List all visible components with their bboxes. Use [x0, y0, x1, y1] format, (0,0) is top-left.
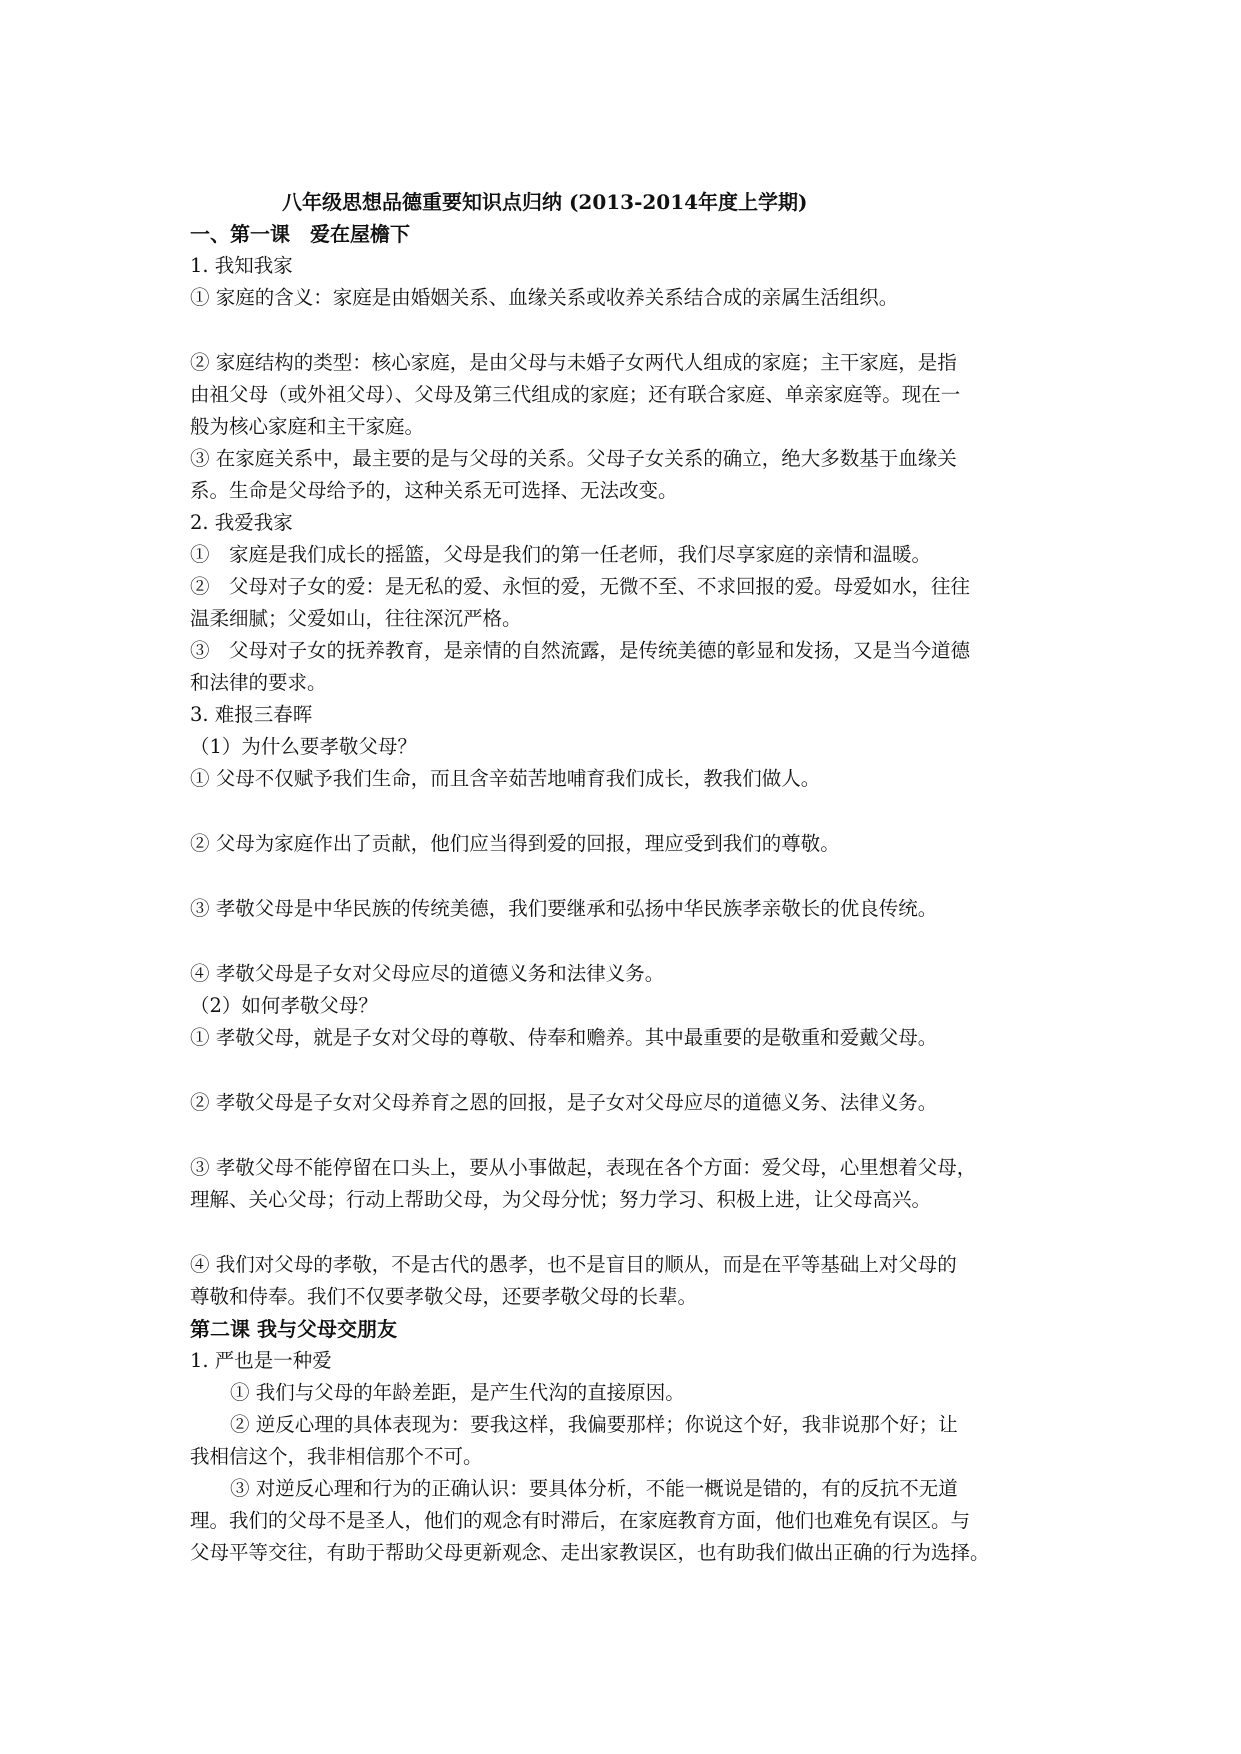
paragraph-line: ② 家庭结构的类型：核心家庭，是由父母与未婚子女两代人组成的家庭；主干家庭，是指 [190, 351, 957, 374]
blank-line [190, 1216, 1070, 1249]
section-title: 2. 我爱我家 [190, 511, 293, 534]
paragraph-line: ② 父母为家庭作出了贡献，他们应当得到爱的回报，理应受到我们的尊敬。 [190, 832, 840, 855]
paragraph-line: 父母平等交往，有助于帮助父母更新观念、走出家教误区，也有助我们做出正确的行为选择。 [190, 1541, 990, 1564]
question-line: （1）为什么要孝敬父母？ [190, 735, 417, 758]
paragraph-line: ② 父母对子女的爱：是无私的爱、永恒的爱，无微不至、不求回报的爱。母爱如水，往往 [190, 575, 971, 598]
blank-line [190, 1054, 1070, 1087]
lesson1-heading: 一、第一课 爱在屋檐下 [190, 222, 410, 246]
question-line: （2）如何孝敬父母？ [190, 994, 378, 1017]
lesson2-heading: 第二课 我与父母交朋友 [190, 1317, 397, 1341]
paragraph-line: ③ 孝敬父母是中华民族的传统美德，我们要继承和弘扬中华民族孝亲敬长的优良传统。 [190, 897, 938, 920]
paragraph-line: ② 孝敬父母是子女对父母养育之恩的回报，是子女对父母应尽的道德义务、法律义务。 [190, 1091, 938, 1114]
paragraph-line: ① 孝敬父母，就是子女对父母的尊敬、侍奉和赡养。其中最重要的是敬重和爱戴父母。 [190, 1026, 938, 1049]
paragraph-line: 系。生命是父母给予的，这种关系无可选择、无法改变。 [190, 479, 678, 502]
paragraph-line: ③ 父母对子女的抚养教育，是亲情的自然流露，是传统美德的彰显和发扬，又是当今道德 [190, 639, 971, 662]
paragraph-line: ① 父母不仅赋予我们生命，而且含辛茹苦地哺育我们成长，教我们做人。 [190, 767, 821, 790]
document-title: 八年级思想品德重要知识点归纳 (2013-2014年度上学期) [282, 190, 808, 214]
paragraph-line: ③ 对逆反心理和行为的正确认识：要具体分析，不能一概说是错的，有的反抗不无道 [230, 1477, 958, 1500]
paragraph-line: ④ 孝敬父母是子女对父母应尽的道德义务和法律义务。 [190, 962, 665, 985]
blank-line [190, 795, 1070, 828]
paragraph-line: ② 逆反心理的具体表现为：要我这样，我偏要那样；你说这个好，我非说那个好；让 [230, 1413, 958, 1436]
section-title: 1. 我知我家 [190, 254, 293, 277]
blank-line [190, 314, 1070, 347]
blank-line [190, 1119, 1070, 1152]
paragraph-line: ④ 我们对父母的孝敬，不是古代的愚孝，也不是盲目的顺从，而是在平等基础上对父母的 [190, 1253, 957, 1276]
paragraph-line: 尊敬和侍奉。我们不仅要孝敬父母，还要孝敬父母的长辈。 [190, 1285, 698, 1308]
paragraph-line: 理。我们的父母不是圣人，他们的观念有时滞后，在家庭教育方面，他们也难免有误区。与 [190, 1509, 971, 1532]
paragraph-line: ③ 孝敬父母不能停留在口头上，要从小事做起，表现在各个方面：爱父母，心里想着父母， [190, 1156, 977, 1179]
paragraph-line: 理解、关心父母；行动上帮助父母，为父母分忧；努力学习、积极上进，让父母高兴。 [190, 1188, 932, 1211]
paragraph-line: 般为核心家庭和主干家庭。 [190, 415, 425, 438]
paragraph-line: 和法律的要求。 [190, 671, 327, 694]
blank-line [190, 860, 1070, 893]
paragraph-line: ① 家庭的含义：家庭是由婚姻关系、血缘关系或收养关系结合成的亲属生活组织。 [190, 286, 899, 309]
document-page [190, 186, 1070, 1569]
section-title: 3. 难报三春晖 [190, 703, 313, 726]
blank-line [190, 925, 1070, 958]
paragraph-line: 温柔细腻；父爱如山，往往深沉严格。 [190, 607, 522, 630]
section-title: 1. 严也是一种爱 [190, 1349, 332, 1372]
paragraph-line: 由祖父母（或外祖父母）、父母及第三代组成的家庭；还有联合家庭、单亲家庭等。现在一 [190, 383, 961, 406]
paragraph-line: ③ 在家庭关系中，最主要的是与父母的关系。父母子女关系的确立，绝大多数基于血缘关 [190, 447, 957, 470]
paragraph-line: ① 家庭是我们成长的摇篮，父母是我们的第一任老师，我们尽享家庭的亲情和温暖。 [190, 543, 932, 566]
paragraph-line: 我相信这个，我非相信那个不可。 [190, 1445, 483, 1468]
paragraph-line: ① 我们与父母的年龄差距，是产生代沟的直接原因。 [230, 1381, 685, 1404]
